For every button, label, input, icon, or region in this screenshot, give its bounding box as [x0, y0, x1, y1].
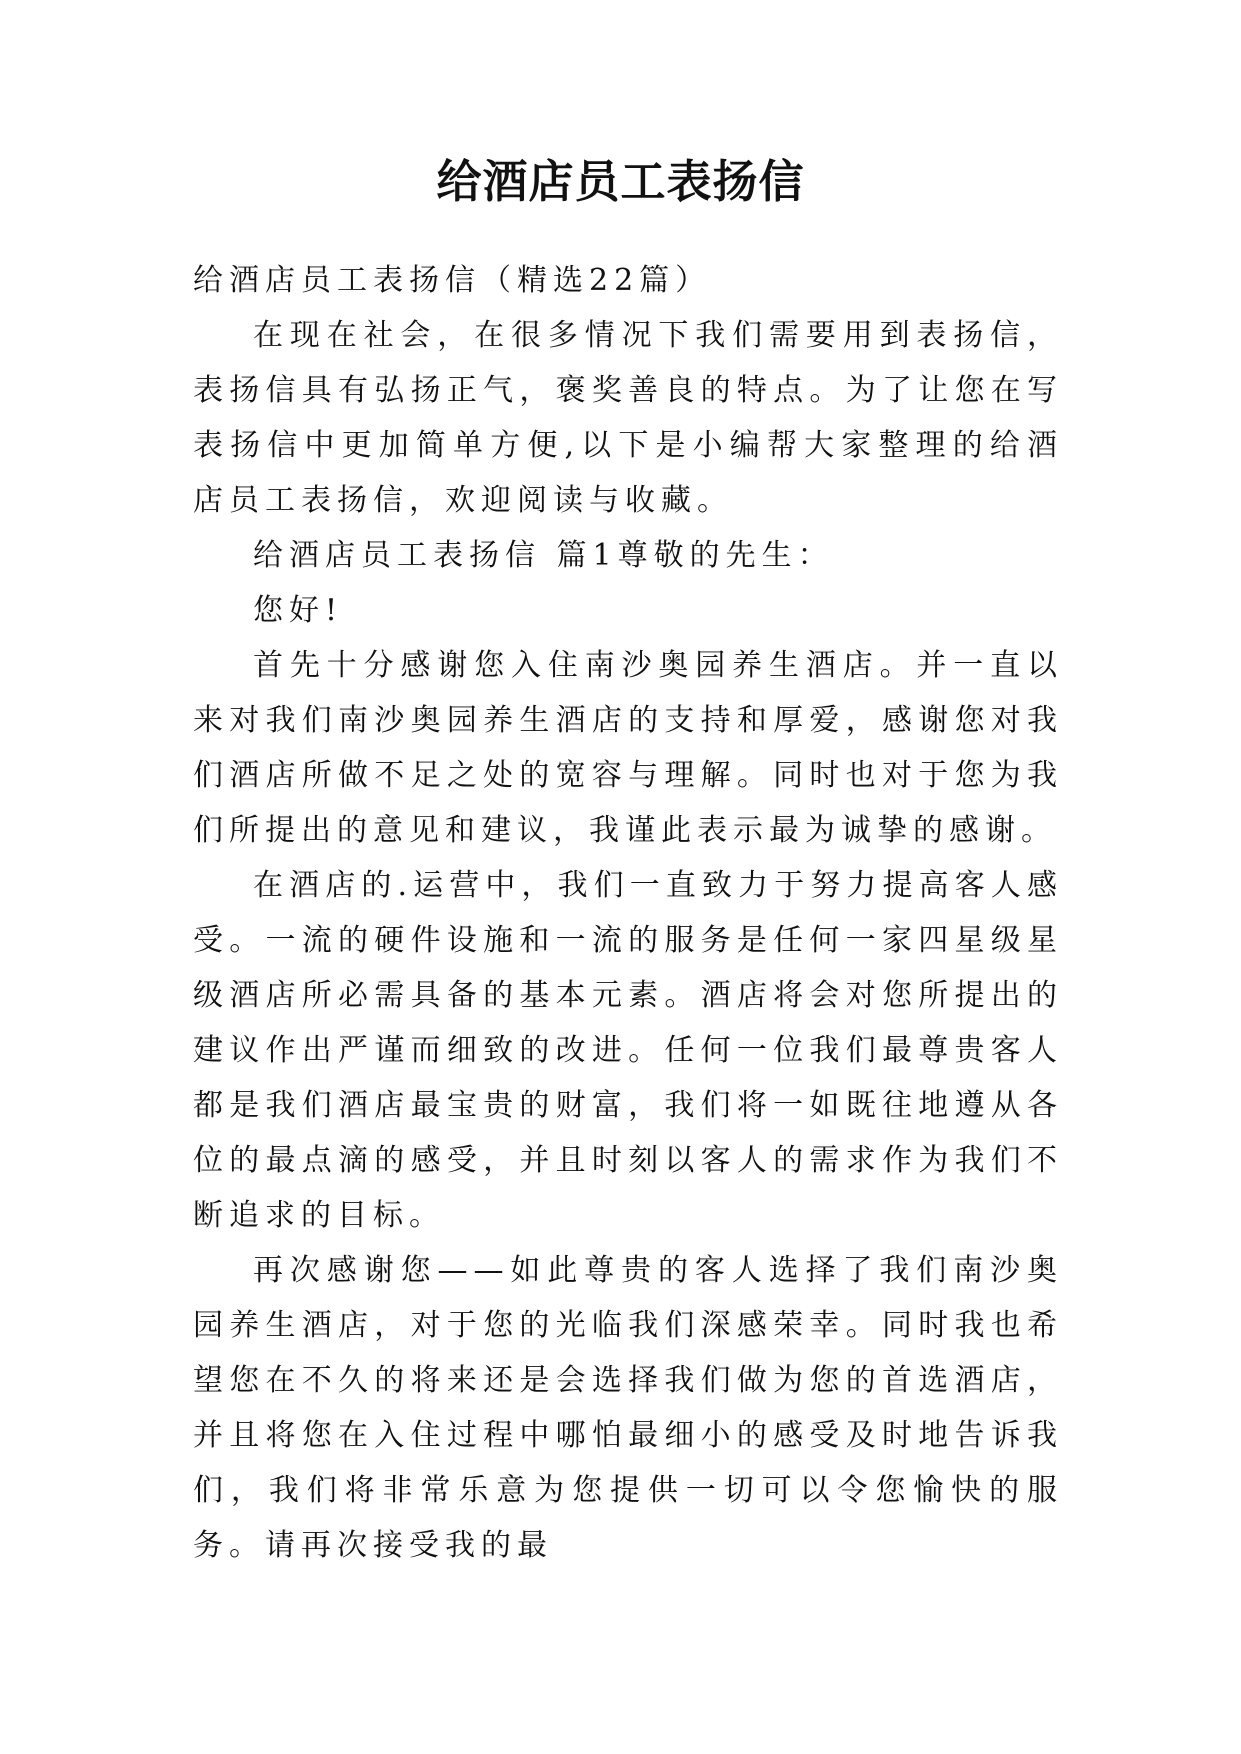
document-body — [193, 253, 1063, 1573]
paragraph-greeting: 您好! — [253, 593, 344, 628]
paragraph-operations: 在酒店的.运营中，我们一直致力于努力提高客人感受。一流的硬件设施和一流的服务是任何一家四星级星级酒店所必需具备的基本元素。酒店将会对您所提出的建议作出严谨而细致的改进。任何一位我们最尊贵客人都是我们酒店最宝贵的财富，我们将一如既往地遵从各位的最点滴的感受，并且时刻以客人的需求作为我们不断追求的目标。 — [193, 868, 1063, 1233]
paragraph-thanks: 首先十分感谢您入住南沙奥园养生酒店。并一直以来对我们南沙奥园养生酒店的支持和厚爱，感谢您对我们酒店所做不足之处的宽容与理解。同时也对于您为我们所提出的意见和建议，我谨此表示最为诚挚的感谢。 — [193, 648, 1063, 848]
document-title: 给酒店员工表扬信 — [436, 155, 805, 208]
paragraph-intro: 在现在社会，在很多情况下我们需要用到表扬信，表扬信具有弘扬正气，褒奖善良的特点。为了让您在写表扬信中更加简单方便,以下是小编帮大家整理的给酒店员工表扬信，欢迎阅读与收藏。 — [193, 318, 1063, 518]
paragraph-salutation: 给酒店员工表扬信 篇1尊敬的先生： — [253, 538, 834, 573]
paragraph-subtitle: 给酒店员工表扬信（精选22篇） — [193, 263, 712, 298]
paragraph-closing: 再次感谢您——如此尊贵的客人选择了我们南沙奥园养生酒店，对于您的光临我们深感荣幸。同时我也希望您在不久的将来还是会选择我们做为您的首选酒店，并且将您在入住过程中哪怕最细小的感受及时地告诉我们，我们将非常乐意为您提供一切可以令您愉快的服务。请再次接受我的最 — [193, 1253, 1063, 1563]
